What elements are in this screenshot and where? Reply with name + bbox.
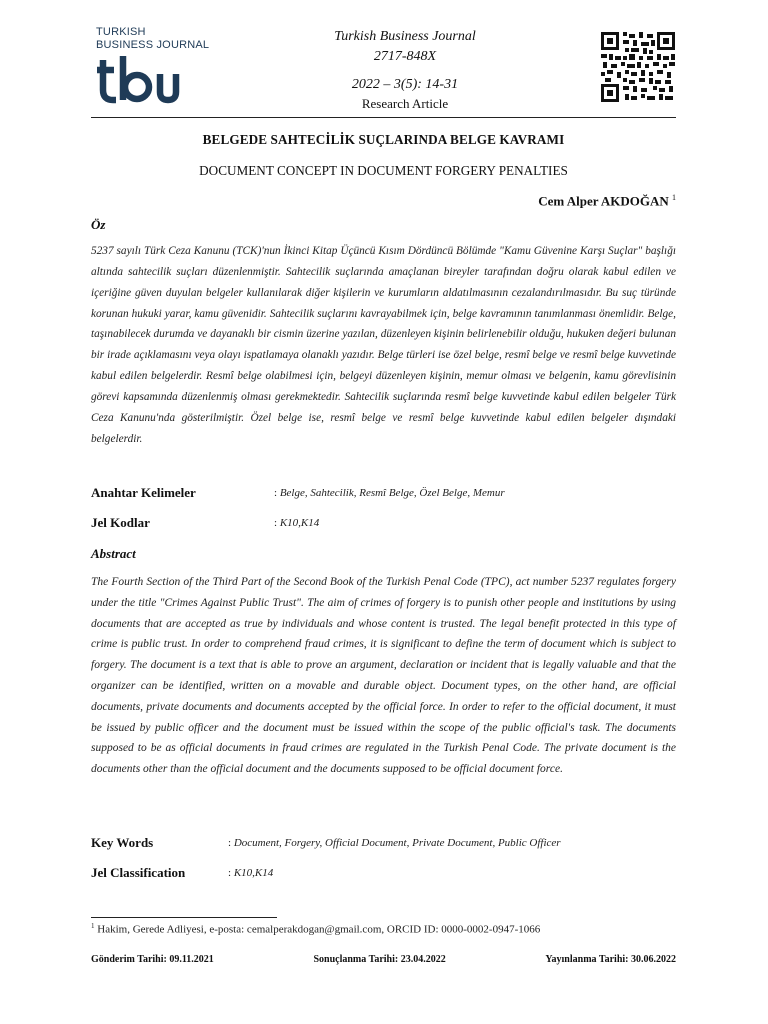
jel-tr-colon: : — [274, 517, 278, 529]
jel-en-text: K10,K14 — [233, 867, 274, 879]
tbj-logo-mark — [96, 56, 180, 106]
journal-issue: 2022 – 3(5): 14-31 — [351, 77, 459, 92]
jel-tr-text: K10,K14 — [279, 517, 320, 529]
footnote-mark: 1 — [91, 922, 95, 930]
article-title-english: DOCUMENT CONCEPT IN DOCUMENT FORGERY PENALTIES — [199, 163, 568, 178]
header-divider — [91, 117, 676, 118]
qr-code-icon — [601, 32, 675, 102]
jel-en-label: Jel Classification — [91, 865, 186, 880]
keywords-en-value — [228, 837, 561, 849]
keywords-tr-label: Anahtar Kelimeler — [91, 485, 196, 500]
logo-mark-text: tbj — [96, 56, 98, 57]
keywords-tr-text: Belge, Sahtecilik, Resmî Belge, Özel Belge, Memur — [279, 487, 505, 499]
journal-logo — [96, 26, 236, 110]
footnote-text: Hakim, Gerede Adliyesi, e-posta: cemalperakdogan@gmail.com, ORCID ID: 0000-0002-0947-1066 — [97, 923, 541, 936]
article-title-turkish: BELGEDE SAHTECİLİK SUÇLARINDA BELGE KAVRAMI — [202, 132, 565, 147]
keywords-en-label: Key Words — [91, 835, 154, 850]
logo-line-2: BUSINESS JOURNAL — [96, 39, 210, 51]
article-dates — [91, 954, 676, 965]
logo-text — [96, 26, 236, 52]
keywords-tr-value — [274, 487, 505, 499]
jel-tr-value — [274, 517, 319, 529]
author-footnote-mark: 1 — [672, 193, 676, 202]
footnote-divider — [91, 917, 277, 918]
author-name-text: Cem Alper AKDOĞAN — [538, 193, 669, 209]
keywords-en-colon: : — [228, 837, 232, 849]
author-footnote — [91, 922, 540, 936]
jel-en-value — [228, 867, 273, 879]
oz-paragraph: 5237 sayılı Türk Ceza Kanunu (TCK)'nun İkinci Kitap Üçüncü Kısım Dördüncü Bölümde "Kamu Güvenine Karşı Suçlar" başlığı altında sahtecilik suçları düzenlenmiştir. Sahtecilik suçlarında amaçlanan bireyler tarafından doğru olarak kabul edilen ve içeriğine güven duyulan belgeler kullanılarak diğer kişilerin ve kurumların aldatılmasının cezalandırılmasıdır. Bu suç türünde korunan hukuki yarar, kamu güvenidir. Sahtecilik suçlarını kavrayabilmek için, belge kavramının tanımlanması önemlidir. Belge, taşınabilecek durumda ve dayanaklı bir cismin üzerine yazılan, düzenleyen kişinin belirlenebilir olduğu, hukuken değeri bulunan bir irade açıklamasını veya olayı ispatlamaya olanaklı yazıdır. Belge türleri ise özel belge, resmî belge ve resmî belge kuvvetinde kabul edilen belgelerdir. Resmî belge olabilmesi için, belgeyi düzenleyen kişinin, memur olması ve belgenin, kamu görevlisinin görevi kapsamında düzenlenmiş olması gerekmektedir. Sahtecilik suçlarında resmî belge kuvvetinde kabul edilen belgeler Türk Ceza Kanunu'nda gösterilmiştir. Özel belge ise, resmî belge ve resmî belge kuvvetinde kabul edilen belgeler dışındaki belgelerdir. — [91, 245, 676, 445]
author-name — [538, 193, 676, 209]
logo-line-1: TURKISH — [96, 26, 146, 38]
abstract-paragraph: The Fourth Section of the Third Part of the Second Book of the Turkish Penal Code (TPC), act number 5237 regulates forgery under the title "Crimes Against Public Trust". The aim of crimes of forgery is to punish other people and institutions by using documents that are accepted as true by individuals and whose content is trusted. The legal benefit protected in this type of crime is public trust. In order to comprehend fraud crimes, it is significant to define the term of document which is subject to forgery. The document is a text that is able to prove an argument, declaration or incident that is legally valuable and that the organizer can be identified, written on a movable and durable object. Document types, on the other hand, are official documents, private documents and documents accepted by the official force. In order to refer to the official document, it must be issued by public officer and the document must be issued within the scope of the public official's task. The documents supposed to be as official documents in fraud crimes are regulated in the Turkish Penal Code. The private document is the documents other than the official document and the documents supposed to be official document force. — [91, 576, 676, 776]
journal-issn: 2717-848X — [373, 49, 437, 64]
submission-date: Gönderim Tarihi: 09.11.2021 — [91, 954, 214, 965]
keywords-en-text: Document, Forgery, Official Document, Private Document, Public Officer — [233, 837, 561, 849]
oz-heading: Öz — [91, 217, 106, 232]
jel-tr-label: Jel Kodlar — [91, 515, 150, 530]
decision-date: Sonuçlanma Tarihi: 23.04.2022 — [313, 954, 446, 965]
keywords-tr-colon: : — [274, 487, 278, 499]
journal-name: Turkish Business Journal — [334, 29, 476, 44]
abstract-heading: Abstract — [91, 546, 136, 561]
jel-en-colon: : — [228, 867, 232, 879]
article-type: Research Article — [361, 96, 449, 111]
journal-info — [300, 27, 510, 113]
publication-date: Yayınlanma Tarihi: 30.06.2022 — [545, 954, 676, 965]
